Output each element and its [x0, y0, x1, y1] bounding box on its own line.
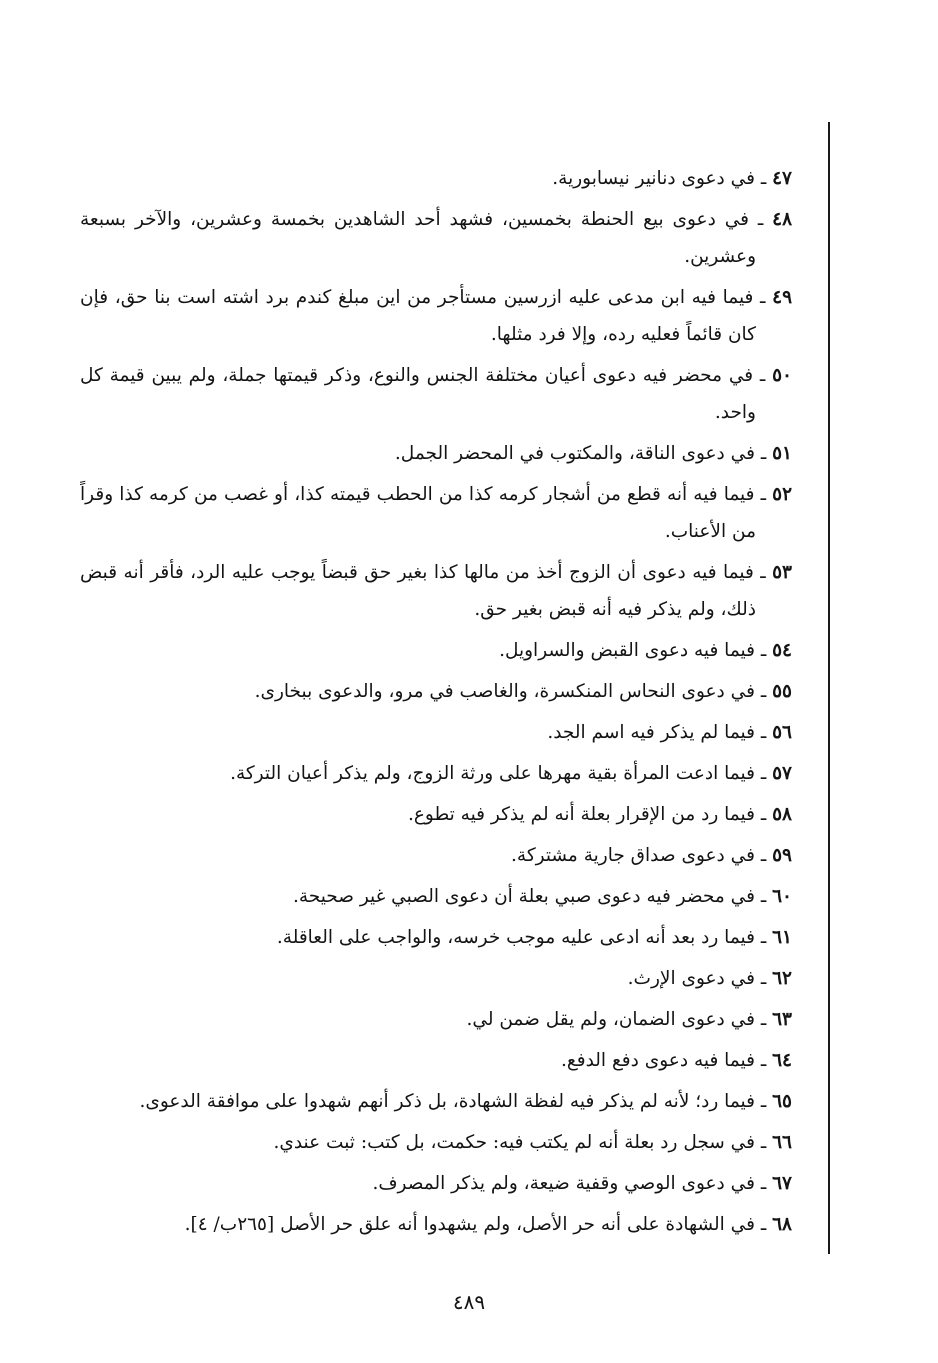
list-item — [80, 201, 792, 275]
entry-number: ٥٥ — [772, 681, 792, 702]
entry-text: في دعوى النحاس المنكسرة، والغاصب في مرو، والدعوى ببخارى. — [254, 681, 755, 702]
entry-text: في محضر فيه دعوى صبي بعلة أن دعوى الصبي غير صحيحة. — [292, 886, 755, 907]
list-item — [80, 435, 792, 472]
entry-text: فيما رد من الإقرار بعلة أنه لم يذكر فيه تطوع. — [407, 804, 755, 825]
list-item — [80, 1001, 792, 1038]
entry-number: ٥٦ — [772, 722, 792, 743]
list-item — [80, 878, 792, 915]
entry-number: ٥٠ — [772, 365, 792, 386]
entry-text: في دعوى الوصي وقفية ضيعة، ولم يذكر المصرف. — [372, 1173, 755, 1194]
list-item — [80, 714, 792, 751]
list-item — [80, 837, 792, 874]
entry-number: ٦٨ — [772, 1214, 792, 1235]
entry-text: فيما رد بعد أنه ادعى عليه موجب خرسه، والواجب على العاقلة. — [276, 927, 755, 948]
list-item — [80, 755, 792, 792]
entry-text: في سجل رد بعلة أنه لم يكتب فيه: حكمت، بل كتب: ثبت عندي. — [273, 1132, 755, 1153]
list-item — [80, 673, 792, 710]
entry-separator: ـ — [753, 365, 773, 386]
entry-text: في الشهادة على أنه حر الأصل، ولم يشهدوا أنه علق حر الأصل [٢٦٥ب/ ٤]. — [184, 1214, 755, 1235]
entry-separator: ـ — [754, 886, 773, 907]
entry-text: في دعوى بيع الحنطة بخمسين، فشهد أحد الشاهدين بخمسة وعشرين، والآخر بسبعة وعشرين. — [80, 209, 756, 267]
entry-number: ٦٧ — [772, 1173, 792, 1194]
entry-separator: ـ — [754, 845, 773, 866]
margin-rule — [828, 122, 830, 1254]
entry-separator: ـ — [748, 209, 773, 230]
entry-separator: ـ — [754, 722, 773, 743]
entry-separator: ـ — [754, 968, 773, 989]
list-item — [80, 357, 792, 431]
entry-text: في دعوى صداق جارية مشتركة. — [511, 845, 755, 866]
entry-separator: ـ — [753, 287, 773, 308]
entry-number: ٦٤ — [772, 1050, 792, 1071]
entry-number: ٥٩ — [772, 845, 792, 866]
entry-text: في محضر فيه دعوى أعيان مختلفة الجنس والنوع، وذكر قيمتها جملة، ولم يبين قيمة كل واحد. — [80, 365, 756, 423]
page-number: ٤٨٩ — [452, 1290, 486, 1314]
entry-text: في دعوى الإرث. — [627, 968, 755, 989]
list-item — [80, 160, 792, 197]
entry-number: ٥٨ — [772, 804, 792, 825]
entry-separator: ـ — [754, 804, 773, 825]
list-item — [80, 554, 792, 628]
entry-separator: ـ — [754, 484, 773, 505]
entry-separator: ـ — [754, 1009, 773, 1030]
entry-number: ٤٩ — [772, 287, 793, 308]
list-item — [80, 1124, 792, 1161]
entry-text: فيما لم يذكر فيه اسم الجد. — [547, 722, 755, 743]
entry-separator: ـ — [754, 1091, 773, 1112]
entry-list — [80, 160, 792, 1247]
entry-separator: ـ — [754, 443, 773, 464]
entry-number: ٦٢ — [772, 968, 792, 989]
entry-separator: ـ — [754, 1132, 773, 1153]
entry-text: فيما رد؛ لأنه لم يذكر فيه لفظة الشهادة، بل ذكر أنهم شهدوا على موافقة الدعوى. — [139, 1091, 755, 1112]
list-item — [80, 960, 792, 997]
entry-separator: ـ — [754, 640, 773, 661]
list-item — [80, 1206, 792, 1243]
list-item — [80, 1042, 792, 1079]
entry-number: ٥٣ — [772, 562, 792, 583]
entry-text: فيما فيه دعوى أن الزوج أخذ من مالها كذا بغير حق قبضاً يوجب عليه الرد، فأقر أنه قبض ذلك، ولم يذكر فيه أنه قبض بغير حق. — [80, 562, 756, 620]
list-item — [80, 1165, 792, 1202]
entry-text: فيما فيه دعوى دفع الدفع. — [561, 1050, 755, 1071]
entry-separator: ـ — [754, 1214, 773, 1235]
entry-number: ٥٧ — [772, 763, 792, 784]
entry-number: ٥٢ — [772, 484, 793, 505]
entry-number: ٦٦ — [772, 1132, 792, 1153]
entry-number: ٤٧ — [772, 168, 792, 189]
list-item — [80, 919, 792, 956]
entry-separator: ـ — [754, 927, 773, 948]
entry-number: ٦١ — [772, 927, 792, 948]
entry-separator: ـ — [754, 763, 773, 784]
entry-separator: ـ — [754, 681, 773, 702]
entry-text: في دعوى الناقة، والمكتوب في المحضر الجمل. — [394, 443, 755, 464]
entry-separator: ـ — [754, 1050, 773, 1071]
entry-separator: ـ — [754, 1173, 773, 1194]
entry-number: ٦٥ — [772, 1091, 792, 1112]
entry-text: فيما فيه أنه قطع من أشجار كرمه كذا من الحطب قيمته كذا، أو غصب من كرمه كذا وقراً من الأعناب. — [80, 484, 756, 542]
entry-number: ٦٣ — [772, 1009, 792, 1030]
entry-separator: ـ — [753, 562, 773, 583]
entry-text: في دعوى دنانير نيسابورية. — [552, 168, 755, 189]
entry-number: ٦٠ — [772, 886, 792, 907]
list-item — [80, 279, 792, 353]
entry-text: فيما ادعت المرأة بقية مهرها على ورثة الزوج، ولم يذكر أعيان التركة. — [230, 763, 755, 784]
entry-number: ٥٤ — [772, 640, 792, 661]
list-item — [80, 1083, 792, 1120]
entry-number: ٤٨ — [772, 209, 793, 230]
entry-text: فيما فيه ابن مدعى عليه ازرسين مستأجر من اين مبلغ كندم برد اشته است بنا حق، فإن كان قائماً فعليه رده، وإلا فرد مثلها. — [80, 287, 756, 345]
entry-number: ٥١ — [772, 443, 792, 464]
entry-text: فيما فيه دعوى القبض والسراويل. — [499, 640, 755, 661]
list-item — [80, 476, 792, 550]
list-item — [80, 632, 792, 669]
entry-text: في دعوى الضمان، ولم يقل ضمن لي. — [466, 1009, 755, 1030]
entry-separator: ـ — [754, 168, 773, 189]
list-item — [80, 796, 792, 833]
